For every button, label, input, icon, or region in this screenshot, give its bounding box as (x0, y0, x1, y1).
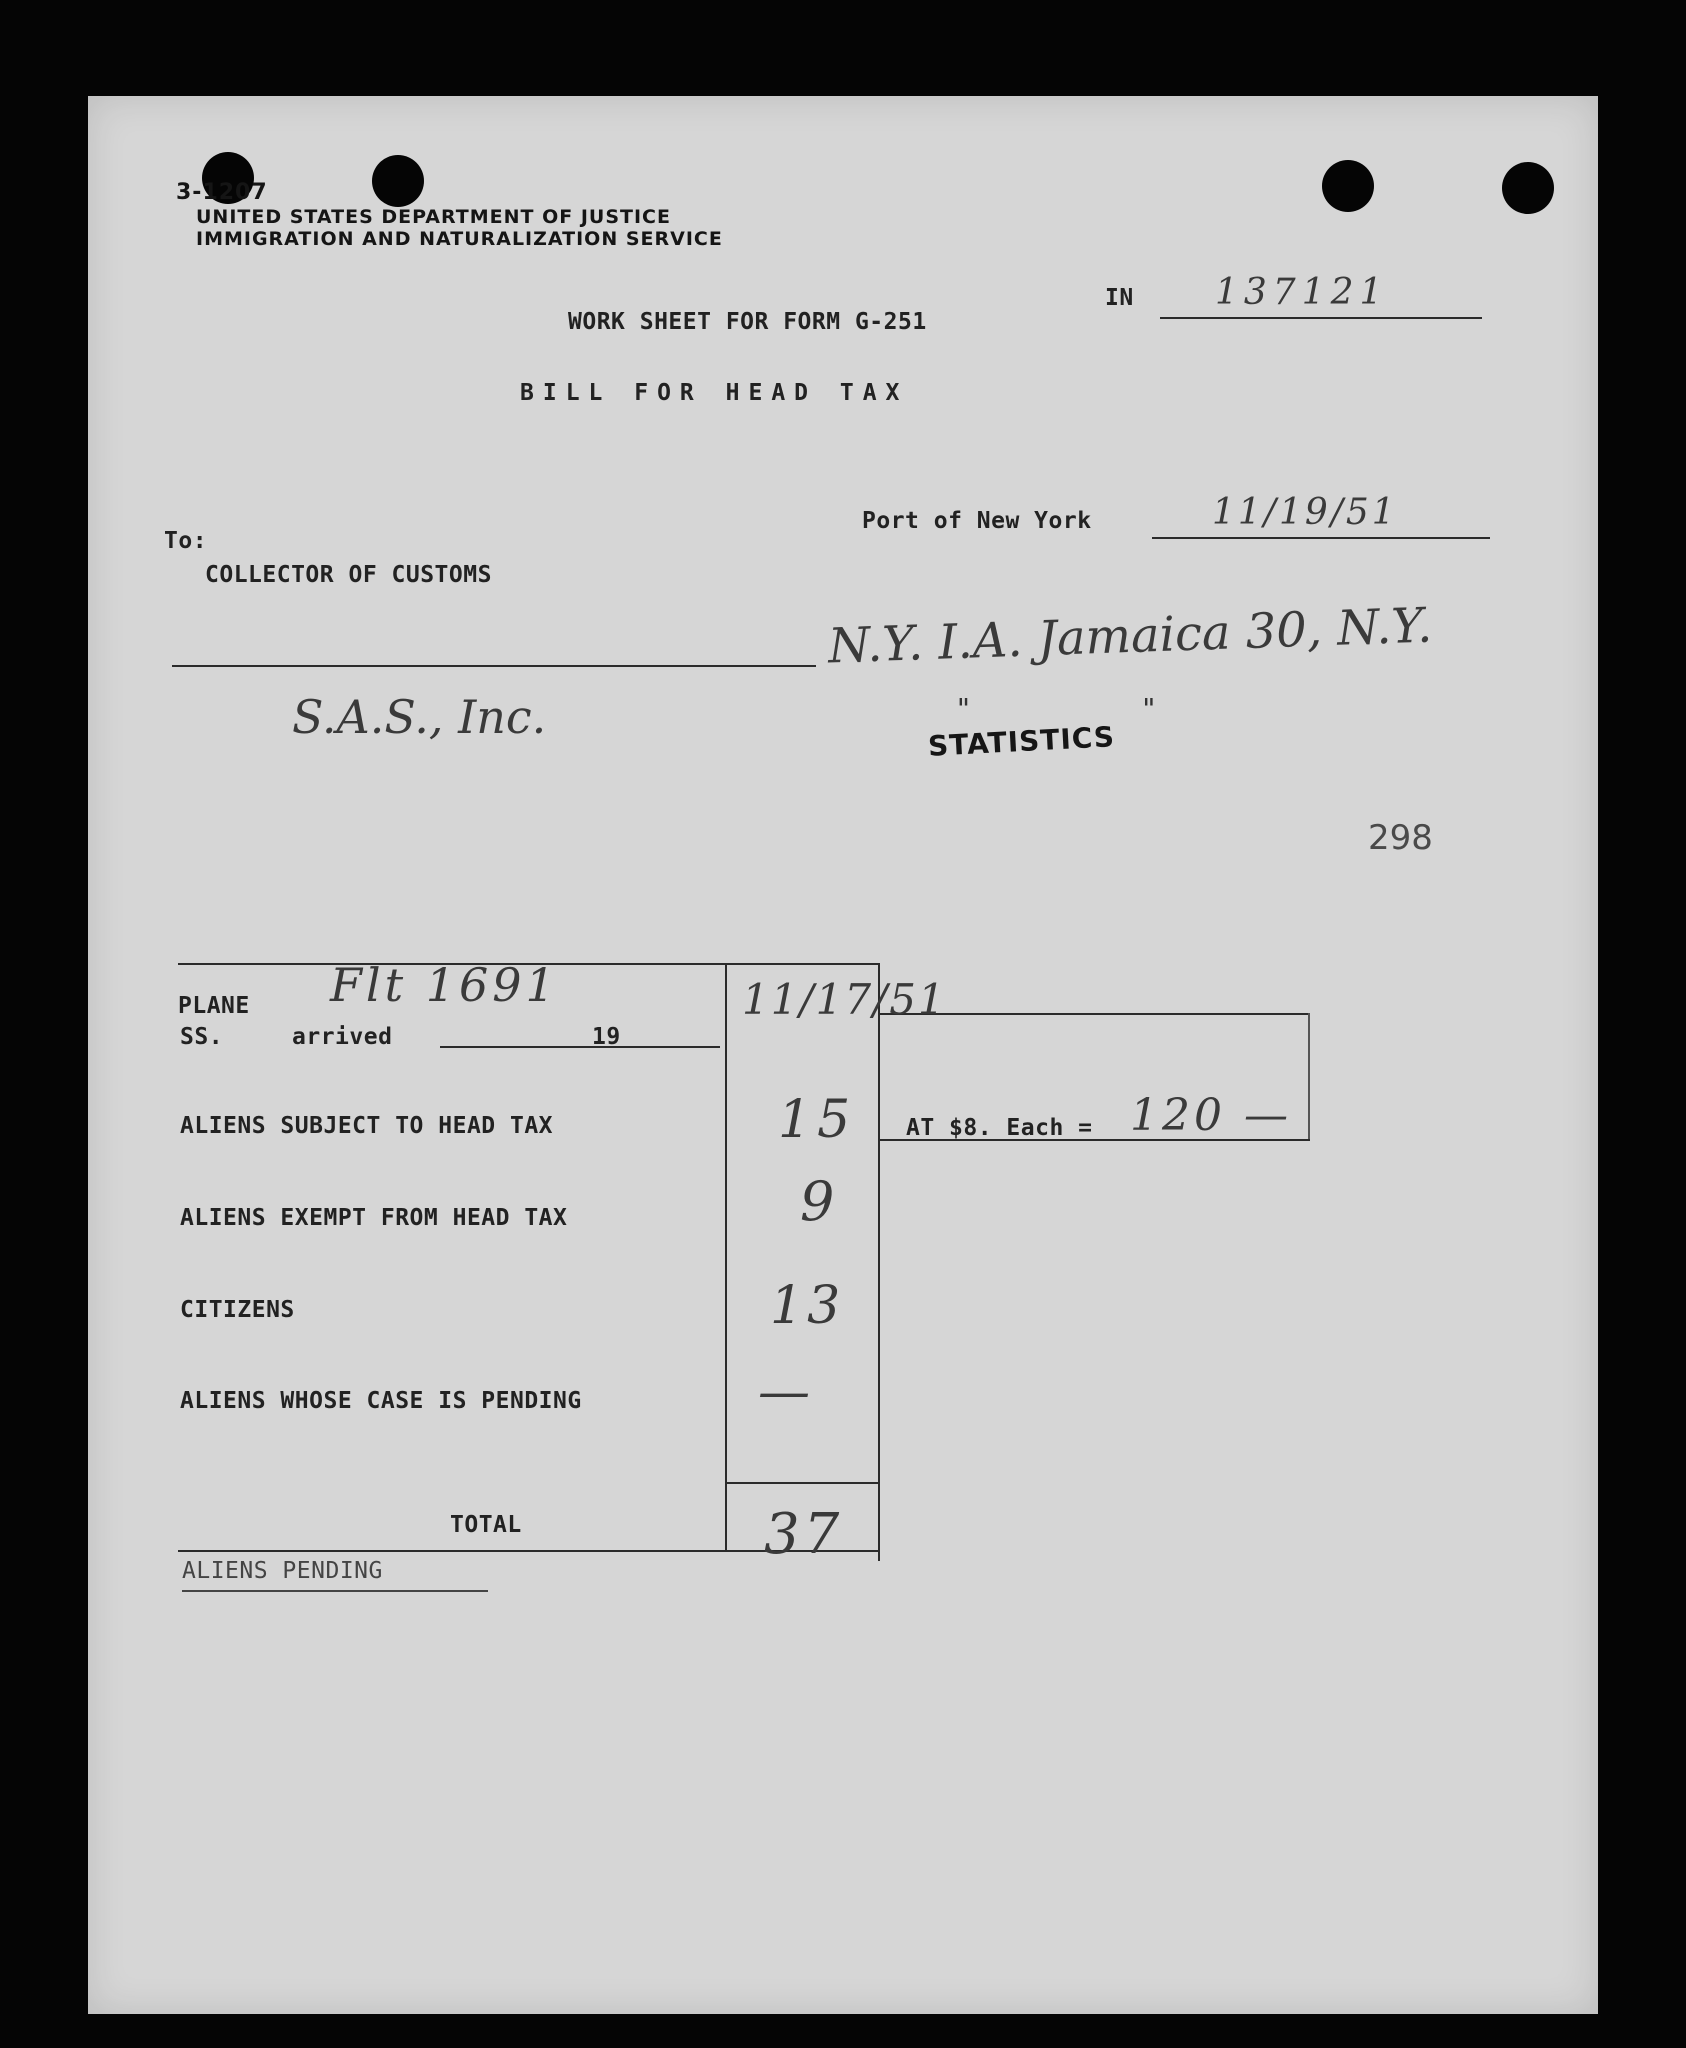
carrier-handwritten: S.A.S., Inc. (292, 690, 547, 744)
table-left-divider (725, 963, 727, 1550)
in-number: 137121 (1215, 272, 1389, 313)
rate-box-right (1308, 1013, 1310, 1141)
arrived-label: arrived (292, 1024, 393, 1050)
ditto-marks: " " (955, 692, 1158, 725)
statistics-stamp: STATISTICS (927, 720, 1116, 763)
in-label: IN (1105, 285, 1134, 311)
row-value-citizens: 13 (770, 1276, 845, 1336)
row-value-exempt: 9 (800, 1170, 835, 1233)
to-label: To: (164, 528, 208, 554)
collector-underline (172, 665, 816, 667)
year-prefix: 19 (592, 1024, 621, 1050)
location-handwritten: N.Y. I.A. Jamaica 30, N.Y. (827, 597, 1434, 675)
punch-hole (1502, 162, 1554, 214)
row-label-pending: ALIENS WHOSE CASE IS PENDING (180, 1388, 582, 1414)
aliens-pending-underline (182, 1590, 488, 1592)
table-right-divider (878, 963, 880, 1561)
service-header: IMMIGRATION AND NATURALIZATION SERVICE (196, 228, 723, 250)
ss-label: SS. (180, 1024, 224, 1050)
row-value-pending: — (758, 1362, 810, 1422)
arrival-date: 11/17/51 (742, 975, 947, 1024)
department-header: UNITED STATES DEPARTMENT OF JUSTICE (196, 206, 671, 228)
row-value-subject: 15 (778, 1090, 857, 1150)
row-label-citizens: CITIZENS (180, 1297, 295, 1323)
total-top-rule (727, 1482, 880, 1484)
worksheet-title: WORK SHEET FOR FORM G-251 (568, 309, 927, 335)
port-date-underline (1152, 537, 1490, 539)
arrived-underline (440, 1046, 720, 1048)
plane-label: PLANE (178, 993, 250, 1019)
form-number: 3-1207 (176, 180, 268, 205)
row-label-subject: ALIENS SUBJECT TO HEAD TAX (180, 1113, 554, 1139)
rate-label: AT $8. Each = (906, 1115, 1093, 1141)
page-number: 298 (1368, 818, 1433, 858)
total-value: 37 (764, 1502, 844, 1567)
punch-hole (372, 155, 424, 207)
flight-handwritten: Flt 1691 (330, 958, 559, 1012)
total-label: TOTAL (450, 1512, 522, 1538)
bill-title: BILL FOR HEAD TAX (520, 380, 909, 406)
port-date: 11/19/51 (1212, 492, 1398, 533)
collector-of-customs: COLLECTOR OF CUSTOMS (205, 562, 492, 588)
in-number-underline (1160, 317, 1482, 319)
row-label-exempt: ALIENS EXEMPT FROM HEAD TAX (180, 1205, 568, 1231)
port-label: Port of New York (862, 508, 1092, 534)
punch-hole (1322, 160, 1374, 212)
aliens-pending-label: ALIENS PENDING (182, 1558, 383, 1584)
rate-amount: 120 — (1130, 1090, 1292, 1141)
